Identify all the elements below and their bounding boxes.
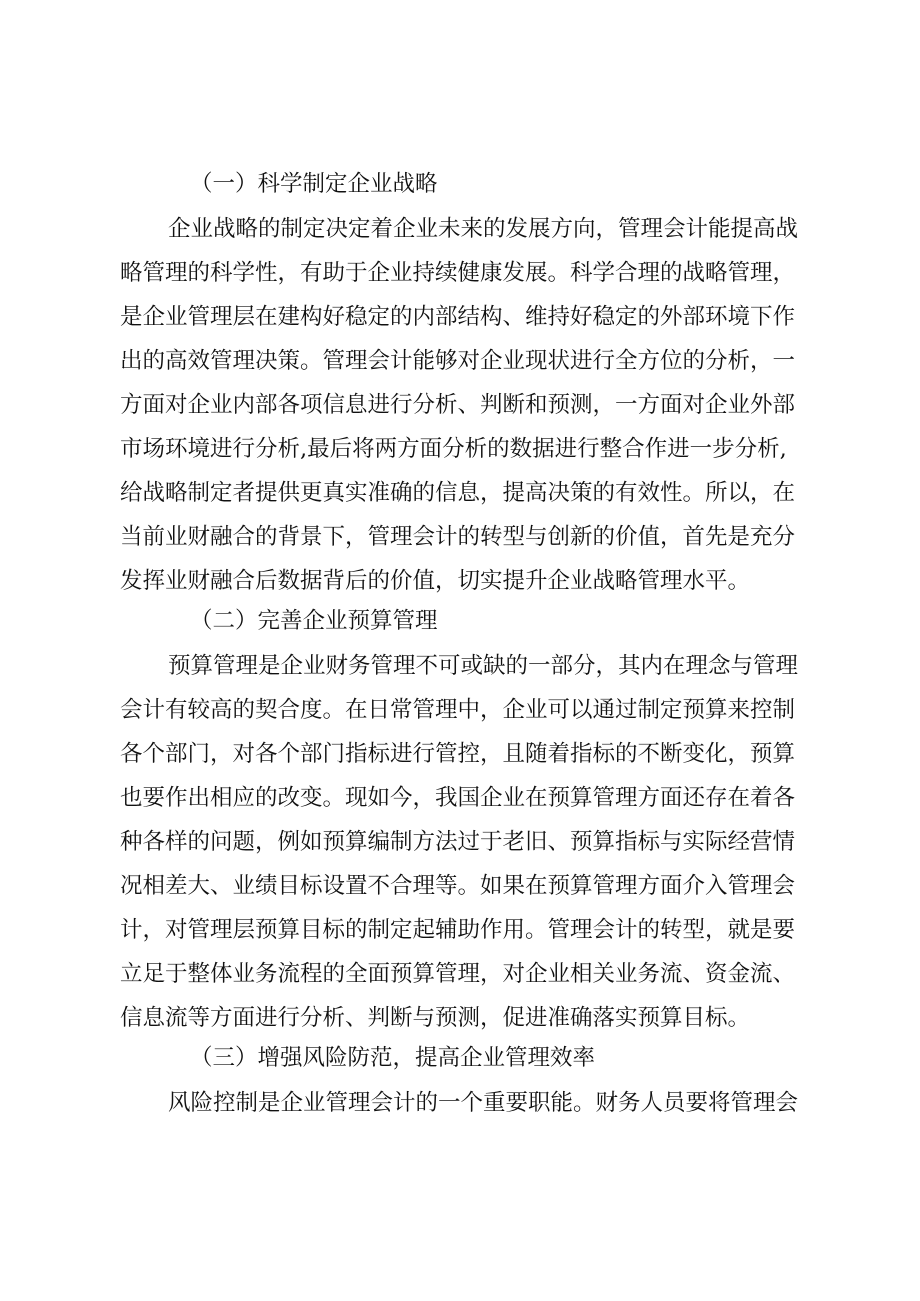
section-1-heading: （一）科学制定企业战略 [190, 171, 438, 197]
section-1-line: 方面对企业内部各项信息进行分析、判断和预测，一方面对企业外部 [120, 392, 796, 418]
section-2-line: 也要作出相应的改变。现如今，我国企业在预算管理方面还存在着各 [120, 785, 796, 811]
section-1-line: 出的高效管理决策。管理会计能够对企业现状进行全方位的分析，一 [120, 348, 796, 374]
section-1-line: 发挥业财融合后数据背后的价值，切实提升企业战略管理水平。 [120, 568, 751, 594]
section-2-line: 计，对管理层预算目标的制定起辅助作用。管理会计的转型，就是要 [120, 917, 796, 943]
section-2-line: 信息流等方面进行分析、判断与预测，促进准确落实预算目标。 [120, 1005, 751, 1031]
section-1-line: 给战略制定者提供更真实准确的信息，提高决策的有效性。所以，在 [120, 480, 796, 506]
section-1-line: 市场环境进行分析,最后将两方面分析的数据进行整合作进一步分析, [120, 436, 787, 462]
section-2-line: 种各样的问题，例如预算编制方法过于老旧、预算指标与实际经营情 [120, 829, 796, 855]
section-2-line: 会计有较高的契合度。在日常管理中，企业可以通过制定预算来控制 [120, 697, 796, 723]
section-2-line: 预算管理是企业财务管理不可或缺的一部分，其内在理念与管理 [168, 653, 799, 679]
section-1-line: 企业战略的制定决定着企业未来的发展方向，管理会计能提高战 [168, 216, 799, 242]
section-3-heading: （三）增强风险防范，提高企业管理效率 [190, 1045, 596, 1071]
section-1-line: 是企业管理层在建构好稳定的内部结构、维持好稳定的外部环境下作 [120, 304, 796, 330]
section-3-line: 风险控制是企业管理会计的一个重要职能。财务人员要将管理会 [168, 1090, 799, 1116]
section-2-line: 况相差大、业绩目标设置不合理等。如果在预算管理方面介入管理会 [120, 873, 796, 899]
section-1-line: 当前业财融合的背景下，管理会计的转型与创新的价值，首先是充分 [120, 524, 796, 550]
section-1-line: 略管理的科学性，有助于企业持续健康发展。科学合理的战略管理， [120, 260, 796, 286]
section-2-line: 各个部门，对各个部门指标进行管控，且随着指标的不断变化，预算 [120, 741, 796, 767]
section-2-line: 立足于整体业务流程的全面预算管理，对企业相关业务流、资金流、 [120, 961, 796, 987]
section-2-heading: （二）完善企业预算管理 [190, 608, 438, 634]
